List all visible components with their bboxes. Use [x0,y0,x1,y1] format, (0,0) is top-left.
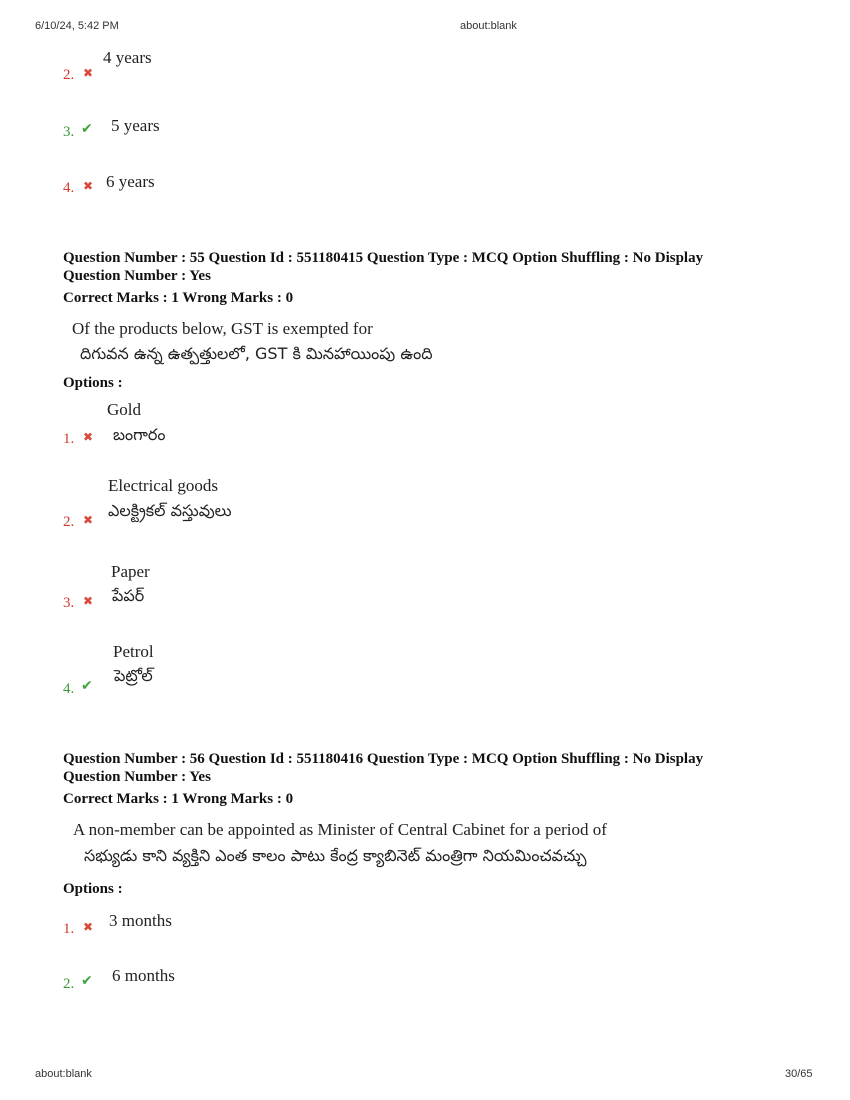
page-number: 30/65 [785,1068,813,1080]
cross-icon: ✖ [83,513,94,527]
option-number: 4. [63,681,75,697]
option-text-telugu: బంగారం [113,425,166,444]
option-number: 2. [63,976,75,992]
print-title: about:blank [460,20,517,32]
option-text: 4 years [103,48,152,67]
options-label: Options : [63,881,123,897]
question-text-telugu: సభ్యుడు కాని వ్యక్తిని ఎంత కాలం పాటు కేంద్ర క్యాబినెట్ మంత్రిగా నియమించవచ్చు [84,846,587,865]
option-number: 1. [63,431,75,447]
question-text-telugu: దిగువన ఉన్న ఉత్పత్తులలో, GST కి మినహాయింపు ఉంది [80,344,433,363]
option-text-english: Paper [111,562,150,581]
check-icon: ✔ [81,973,93,989]
check-icon: ✔ [81,678,93,694]
option-number: 3. [63,595,75,611]
print-footer-url: about:blank [35,1068,92,1080]
question-meta: Question Number : 56 Question Id : 551180416 Question Type : MCQ Option Shuffling : No Display [63,751,704,767]
question-marks: Correct Marks : 1 Wrong Marks : 0 [63,290,294,306]
option-number: 4. [63,180,75,196]
option-number: 3. [63,124,75,140]
cross-icon: ✖ [83,594,94,608]
cross-icon: ✖ [83,179,94,193]
option-text-telugu: పెట్రోల్ [114,666,153,685]
question-text-english: Of the products below, GST is exempted for [72,319,373,338]
question-meta-continued: Question Number : Yes [63,268,211,284]
question-text-english: A non-member can be appointed as Minister of Central Cabinet for a period of [73,820,607,839]
options-label: Options : [63,375,123,391]
question-meta-continued: Question Number : Yes [63,769,211,785]
option-text-english: Gold [107,400,141,419]
option-text: 3 months [109,911,172,930]
cross-icon: ✖ [83,920,94,934]
option-number: 2. [63,67,75,83]
option-text: 6 years [106,172,155,191]
option-text: 6 months [112,966,175,985]
option-text-telugu: ఎలక్ట్రికల్ వస్తువులు [108,501,232,520]
cross-icon: ✖ [83,430,94,444]
question-meta: Question Number : 55 Question Id : 551180415 Question Type : MCQ Option Shuffling : No Display [63,250,704,266]
print-datetime: 6/10/24, 5:42 PM [35,20,119,32]
cross-icon: ✖ [83,66,94,80]
option-text: 5 years [111,116,160,135]
option-number: 1. [63,921,75,937]
option-number: 2. [63,514,75,530]
question-marks: Correct Marks : 1 Wrong Marks : 0 [63,791,294,807]
option-text-english: Petrol [113,642,154,661]
check-icon: ✔ [81,121,93,137]
option-text-telugu: పేపర్ [112,586,145,605]
option-text-english: Electrical goods [108,476,218,495]
